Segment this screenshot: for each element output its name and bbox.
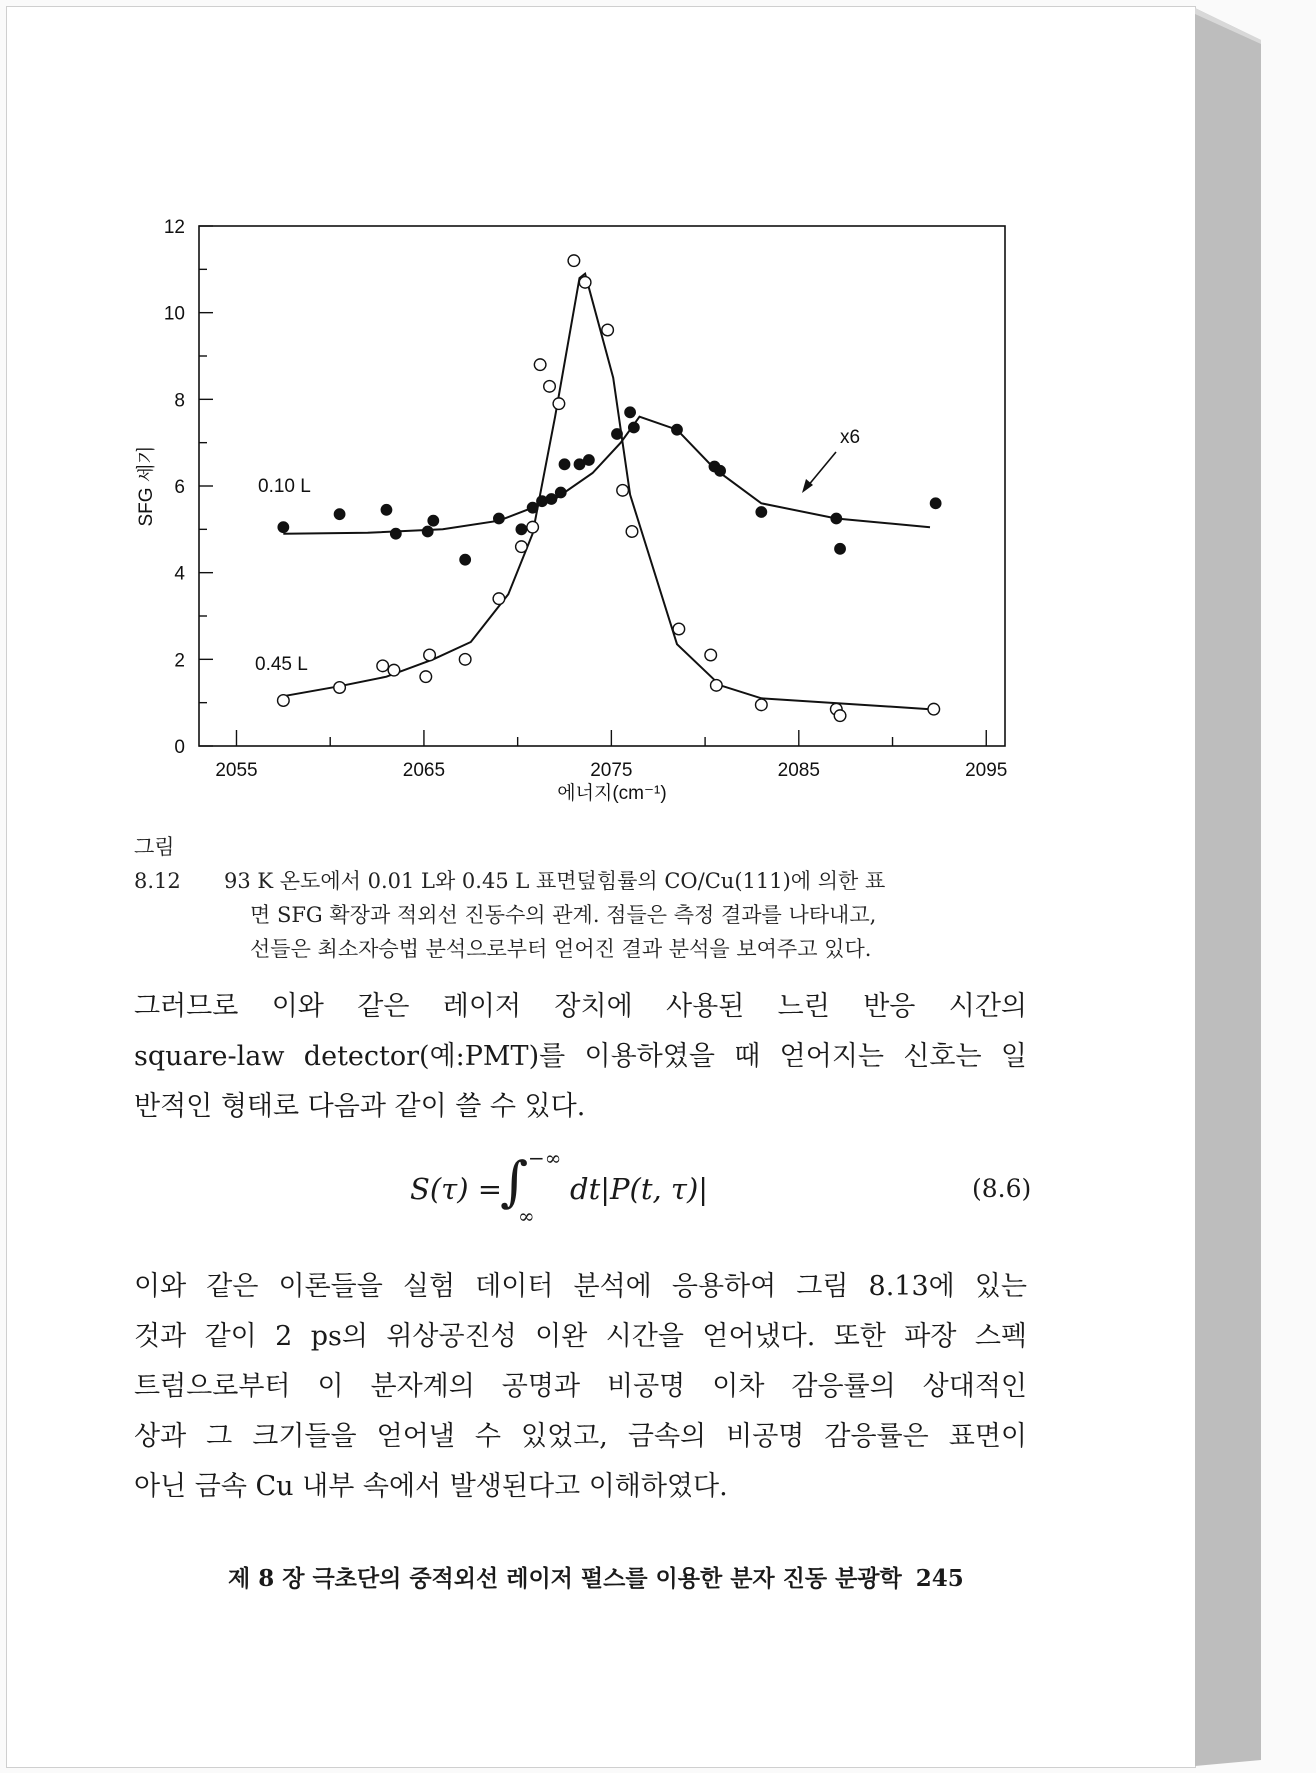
body-line: 이와 같은 이론들을 실험 데이터 분석에 응용하여 그림 8.13에 있는 bbox=[134, 1271, 1027, 1302]
caption-line: 선들은 최소자승법 분석으로부터 얻어진 결과 분석을 보여주고 있다. bbox=[250, 937, 872, 961]
data-point-filled bbox=[516, 524, 526, 534]
data-point-open bbox=[516, 541, 528, 553]
body-line: 그러므로 이와 같은 레이저 장치에 사용된 느린 반응 시간의 bbox=[134, 991, 1027, 1022]
data-point-filled bbox=[559, 459, 569, 469]
data-point-open bbox=[420, 671, 432, 683]
y-tick-label: 6 bbox=[174, 477, 185, 498]
equation-lower-limit: ∞ bbox=[518, 1204, 535, 1228]
body-line: square-law detector(예:PMT)를 이용하였을 때 얻어지는 신호는 일 bbox=[134, 1041, 1027, 1072]
data-point-open bbox=[553, 398, 565, 410]
y-tick-label: 4 bbox=[174, 563, 185, 585]
data-point-open bbox=[579, 277, 591, 289]
data-point-filled bbox=[625, 407, 635, 417]
figure-caption bbox=[134, 830, 1034, 966]
tick-labels bbox=[164, 217, 1008, 781]
data-point-filled bbox=[381, 505, 391, 515]
equation-number: (8.6) bbox=[972, 1174, 1032, 1203]
equation-lhs: S(τ) = bbox=[410, 1172, 503, 1206]
data-point-filled bbox=[391, 528, 401, 538]
data-point-filled bbox=[629, 422, 639, 432]
plot-frame bbox=[199, 226, 1005, 746]
y-tick-label: 0 bbox=[174, 737, 185, 758]
page-number: 245 bbox=[915, 1565, 964, 1592]
fit-lines bbox=[283, 274, 930, 710]
data-point-filled bbox=[831, 513, 841, 523]
data-point-filled bbox=[672, 424, 682, 434]
data-point-open bbox=[459, 654, 471, 666]
page-footer bbox=[228, 1560, 964, 1593]
y-axis-label: SFG 세기 bbox=[136, 445, 157, 527]
data-point-open bbox=[493, 593, 505, 605]
data-point-open bbox=[334, 682, 346, 694]
x-tick-label: 2075 bbox=[590, 760, 633, 781]
data-point-filled bbox=[460, 554, 470, 564]
x6-annotation: x6 bbox=[840, 427, 861, 448]
data-point-filled bbox=[334, 509, 344, 519]
equation-upper-limit: −∞ bbox=[528, 1146, 562, 1170]
x-tick-label: 2085 bbox=[777, 760, 820, 781]
data-point-open bbox=[711, 680, 723, 692]
sfg-chart bbox=[0, 0, 1190, 820]
body-line: 것과 같이 2 ps의 위상공진성 이완 시간을 얻어냈다. 또한 파장 스펙 bbox=[134, 1321, 1027, 1352]
data-point-open bbox=[834, 710, 846, 722]
y-tick-label: 12 bbox=[163, 217, 185, 238]
data-point-filled bbox=[428, 515, 438, 525]
data-point-filled bbox=[537, 496, 547, 506]
data-point-filled bbox=[612, 429, 622, 439]
data-point-filled bbox=[756, 507, 766, 517]
data-point-filled bbox=[584, 455, 594, 465]
data-point-open bbox=[756, 699, 768, 711]
y-tick-label: 2 bbox=[174, 650, 185, 672]
data-point-open bbox=[377, 660, 389, 672]
data-point-filled bbox=[527, 502, 537, 512]
caption-label: 그림 8.12 bbox=[134, 835, 181, 893]
data-point-open bbox=[673, 623, 685, 635]
data-point-open bbox=[534, 359, 546, 371]
data-points bbox=[278, 255, 941, 722]
data-point-open bbox=[544, 381, 556, 393]
data-point-filled bbox=[278, 522, 288, 532]
data-point-filled bbox=[494, 513, 504, 523]
page-edge bbox=[1195, 0, 1265, 1773]
x-axis-label: 에너지(cm⁻¹) bbox=[557, 783, 667, 804]
series-label-0.45L: 0.45 L bbox=[255, 654, 308, 675]
data-point-open bbox=[527, 521, 539, 533]
data-point-filled bbox=[835, 544, 845, 554]
chapter-title: 제 8 장 극초단의 중적외선 레이저 펄스를 이용한 분자 진동 분광학 bbox=[228, 1565, 902, 1592]
body-line: 아닌 금속 Cu 내부 속에서 발생된다고 이해하였다. bbox=[134, 1471, 728, 1502]
body-line: 반적인 형태로 다음과 같이 쓸 수 있다. bbox=[134, 1091, 586, 1122]
data-point-open bbox=[626, 526, 638, 538]
data-point-open bbox=[617, 485, 629, 497]
data-point-filled bbox=[556, 487, 566, 497]
x-tick-label: 2095 bbox=[965, 760, 1008, 781]
data-point-open bbox=[424, 649, 436, 661]
data-point-open bbox=[568, 255, 580, 267]
series-label-0.10L: 0.10 L bbox=[258, 476, 311, 497]
data-point-open bbox=[278, 695, 290, 707]
data-point-open bbox=[602, 324, 614, 336]
data-point-filled bbox=[930, 498, 940, 508]
x6-arrow bbox=[802, 452, 836, 493]
caption-line: 93 K 온도에서 0.01 L와 0.45 L 표면덮힘률의 CO/Cu(111)에 의한 표 bbox=[224, 869, 886, 893]
body-line: 트럼으로부터 이 분자계의 공명과 비공명 이차 감응률의 상대적인 bbox=[134, 1371, 1027, 1402]
integral-sign: ∫ bbox=[500, 1150, 529, 1213]
body-line: 상과 그 크기들을 얻어낼 수 있었고, 금속의 비공명 감응률은 표면이 bbox=[134, 1421, 1027, 1452]
equation-rhs: dt|P(t, τ)| bbox=[570, 1172, 709, 1206]
x-tick-label: 2065 bbox=[402, 760, 446, 781]
data-point-open bbox=[705, 649, 717, 661]
data-point-filled bbox=[546, 494, 556, 504]
data-point-open bbox=[928, 703, 940, 715]
x-tick-label: 2055 bbox=[215, 760, 258, 781]
caption-line: 면 SFG 확장과 적외선 진동수의 관계. 점들은 측정 결과를 나타내고, bbox=[250, 903, 877, 927]
fit-line-series-1 bbox=[283, 274, 930, 710]
y-tick-label: 8 bbox=[174, 390, 185, 412]
y-tick-label: 10 bbox=[163, 303, 185, 325]
data-point-open bbox=[388, 664, 400, 676]
data-point-filled bbox=[422, 526, 432, 536]
data-point-filled bbox=[715, 466, 725, 476]
